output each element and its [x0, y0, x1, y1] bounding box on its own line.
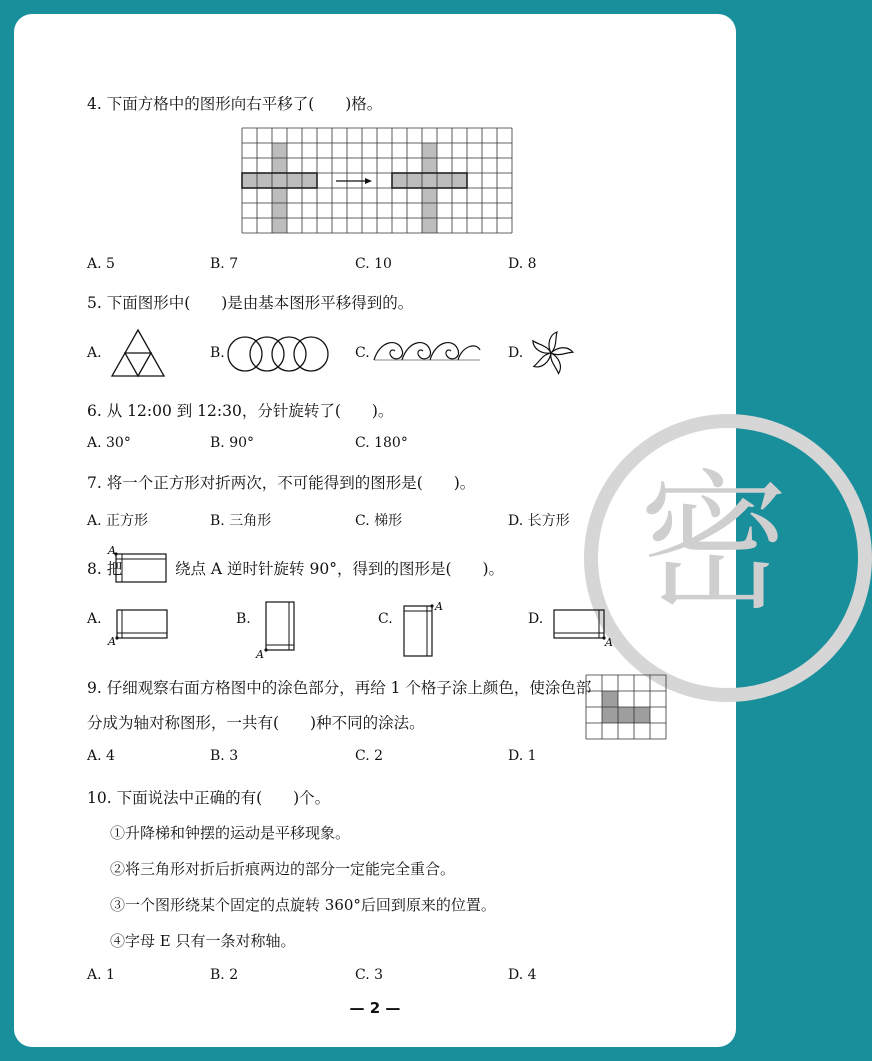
triangle-figure: [110, 328, 166, 378]
q8-option-a[interactable]: A.: [87, 611, 102, 627]
question-5: 5. 下面图形中( )是由基本图形平移得到的。: [87, 294, 414, 312]
exam-page: [14, 14, 789, 1047]
question-9-line2: 分成为轴对称图形，一共有( )种不同的涂法。: [87, 714, 425, 732]
q8-option-d-figure: [550, 606, 616, 648]
q5-option-a[interactable]: A.: [87, 345, 102, 361]
page-number: — 2 —: [349, 999, 401, 1017]
q8-option-c-figure: [400, 600, 448, 660]
question-8-prefix: 8. 把: [87, 560, 123, 578]
q8-option-b[interactable]: B.: [236, 611, 251, 627]
q5-option-c[interactable]: C.: [355, 345, 370, 361]
question-6: 6. 从 12:00 到 12:30，分针旋转了( )。: [87, 402, 394, 420]
svg-text:A: A: [108, 544, 116, 557]
svg-text:A: A: [435, 600, 443, 613]
q10-option-d[interactable]: D. 4: [508, 967, 537, 983]
q10-option-a[interactable]: A. 1: [87, 967, 115, 983]
q7-option-b[interactable]: B. 三角形: [210, 513, 272, 529]
svg-text:A: A: [605, 636, 613, 649]
q8-option-c[interactable]: C.: [378, 611, 393, 627]
q6-option-a[interactable]: A. 30°: [87, 435, 131, 451]
question-7: 7. 将一个正方形对折两次，不可能得到的图形是( )。: [87, 474, 476, 492]
question-9-line1: 9. 仔细观察右面方格图中的涂色部分，再给 1 个格子涂上颜色，使涂色部: [87, 679, 592, 697]
q8-option-b-figure: [254, 598, 298, 661]
rectangle-figure: [108, 544, 168, 584]
q4-option-c[interactable]: C. 10: [355, 256, 392, 272]
q10-statement-4: ④字母 E 只有一条对称轴。: [110, 932, 296, 950]
q9-option-a[interactable]: A. 4: [87, 748, 115, 764]
q10-option-c[interactable]: C. 3: [355, 967, 384, 983]
q8-option-a-figure: [108, 606, 170, 646]
q10-statement-1: ①升降梯和钟摆的运动是平移现象。: [110, 824, 351, 842]
waves-figure: [372, 332, 482, 372]
circles-figure: [226, 334, 330, 374]
symmetry-grid: [586, 675, 666, 740]
pinwheel-figure: [528, 330, 574, 376]
q4-option-d[interactable]: D. 8: [508, 256, 537, 272]
q9-option-b[interactable]: B. 3: [210, 748, 239, 764]
q7-option-c[interactable]: C. 梯形: [355, 513, 403, 529]
question-8-text: 绕点 A 逆时针旋转 90°，得到的图形是( )。: [175, 560, 505, 578]
svg-text:A: A: [108, 635, 116, 648]
q9-option-c[interactable]: C. 2: [355, 748, 384, 764]
q8-option-d[interactable]: D.: [528, 611, 544, 627]
svg-text:A: A: [256, 648, 264, 661]
q4-option-a[interactable]: A. 5: [87, 256, 115, 272]
q7-option-d[interactable]: D. 长方形: [508, 513, 570, 529]
q6-option-c[interactable]: C. 180°: [355, 435, 408, 451]
translation-grid: [242, 128, 512, 236]
q5-option-d[interactable]: D.: [508, 345, 524, 361]
question-4: 4. 下面方格中的图形向右平移了( )格。: [87, 95, 383, 113]
q9-option-d[interactable]: D. 1: [508, 748, 537, 764]
q10-statement-3: ③一个图形绕某个固定的点旋转 360°后回到原来的位置。: [110, 896, 496, 914]
q5-option-b[interactable]: B.: [210, 345, 225, 361]
q7-option-a[interactable]: A. 正方形: [87, 513, 149, 529]
q10-option-b[interactable]: B. 2: [210, 967, 239, 983]
q10-statement-2: ②将三角形对折后折痕两边的部分一定能完全重合。: [110, 860, 456, 878]
q6-option-b[interactable]: B. 90°: [210, 435, 255, 451]
question-10: 10. 下面说法中正确的有( )个。: [87, 789, 331, 807]
seal-watermark-char: 密: [638, 457, 789, 631]
right-arrow-icon: [336, 178, 372, 184]
q4-option-b[interactable]: B. 7: [210, 256, 239, 272]
